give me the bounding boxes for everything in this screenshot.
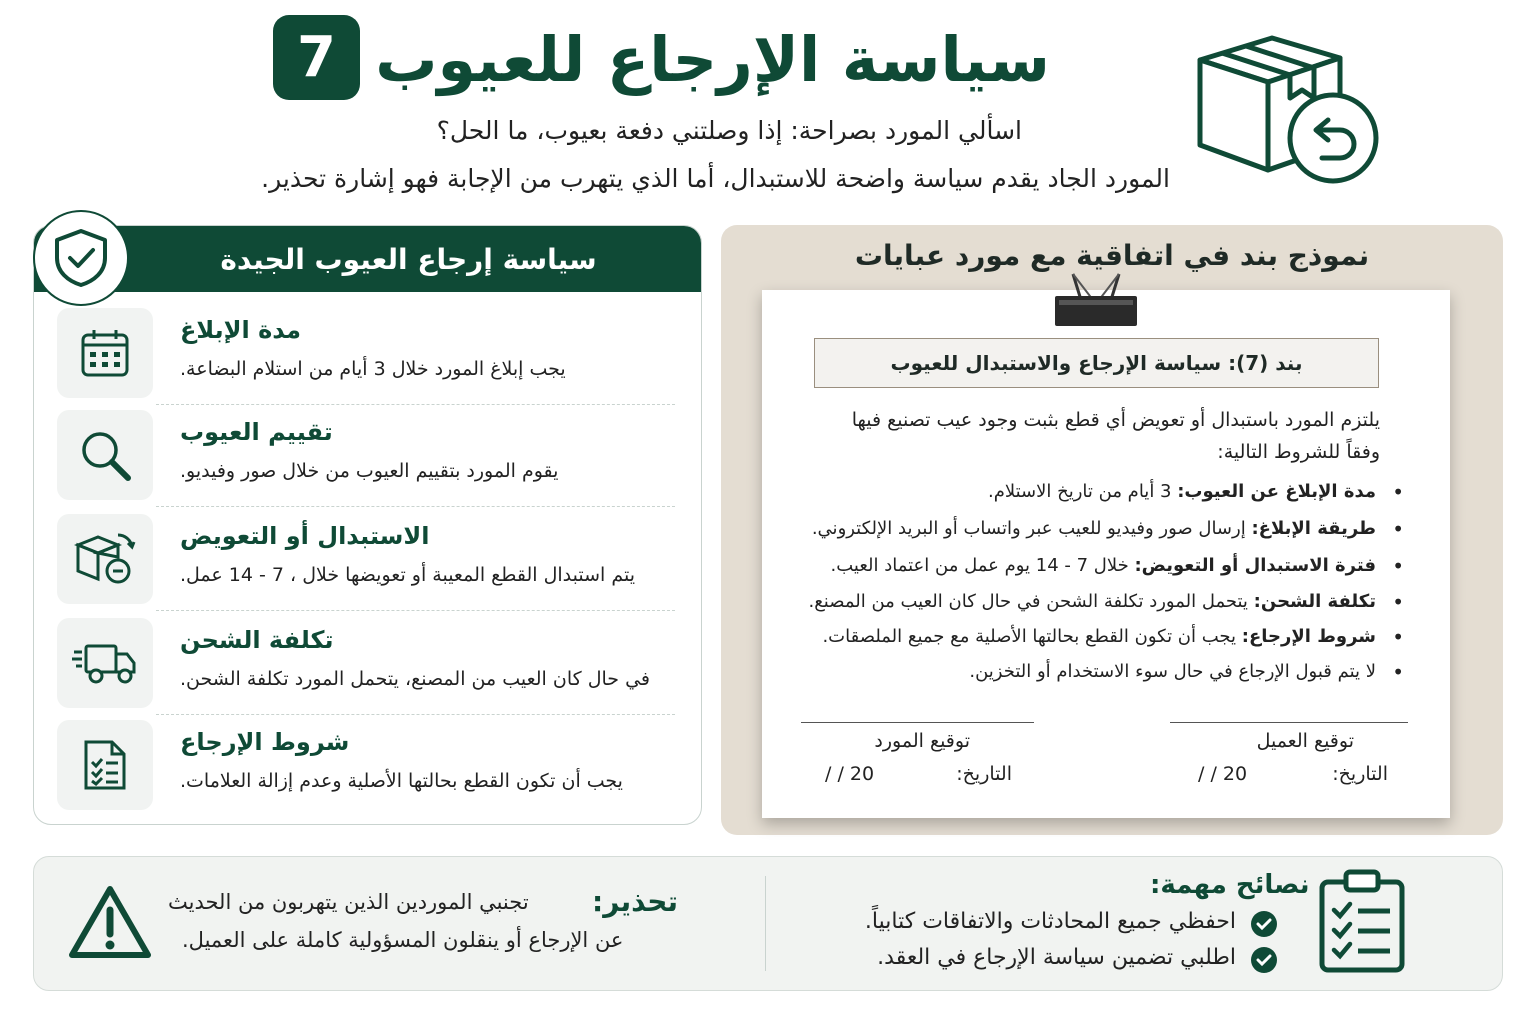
clause-bullet-text: إرسال صور وفيديو للعيب عبر واتساب أو البريد الإلكتروني.: [811, 518, 1246, 539]
bottom-divider: [765, 876, 766, 971]
clause-bullet-label: شروط الإرجاع:: [1241, 626, 1376, 647]
shield-check-icon: [33, 210, 129, 306]
clause-intro-line-2: وفقاً للشروط التالية:: [1217, 441, 1380, 463]
warning-line-1: تجنبي الموردين الذين يتهربون من الحديث: [168, 890, 529, 914]
supplier-date-label: التاريخ:: [956, 763, 1012, 785]
box-exchange-icon: [57, 514, 153, 604]
box-return-icon: [1190, 20, 1385, 190]
client-date-label: التاريخ:: [1332, 763, 1388, 785]
client-date-placeholder: 20 / /: [1198, 763, 1248, 785]
checklist-icon: [57, 720, 153, 810]
check-circle-icon: [1250, 946, 1278, 974]
clause-bullet: [812, 518, 1376, 539]
clause-bullet-text: 3 أيام من تاريخ الاستلام.: [987, 481, 1172, 502]
policy-item-desc: في حال كان العيب من المصنع، يتحمل المورد تكلفة الشحن.: [180, 668, 650, 690]
policy-item-title: مدة الإبلاغ: [180, 316, 301, 344]
policy-item-shipping-cost: [34, 618, 702, 718]
binder-clip-icon: [1053, 270, 1139, 328]
clause-bullet: [988, 481, 1376, 502]
policy-item-title: شروط الإرجاع: [180, 728, 350, 756]
row-divider: [156, 404, 675, 405]
clause-intro-line-1: يلتزم المورد باستبدال أو تعويض أي قطع بثبت وجود عيب تصنيع فيها: [851, 409, 1380, 431]
clause-bullet: [822, 626, 1376, 647]
policy-item-exchange: [34, 514, 702, 614]
section-number-badge: 7: [273, 15, 360, 100]
clause-bullet-label: مدة الإبلاغ عن العيوب:: [1177, 481, 1376, 502]
clause-bullet-label: طريقة الإبلاغ:: [1251, 518, 1376, 539]
clause-bullet: [831, 555, 1377, 576]
supplier-signature-label: توقيع المورد: [874, 730, 970, 752]
warning-triangle-icon: [68, 884, 152, 960]
policy-item-desc: يتم استبدال القطع المعيبة أو تعويضها خلال ، 7 - 14 عمل.: [180, 564, 636, 586]
subtitle-line-2: المورد الجاد يقدم سياسة واضحة للاستبدال، أما الذي يتهرب من الإجابة فهو إشارة تحذير.: [261, 164, 1170, 193]
clause-bullet-label: فترة الاستبدال أو التعويض:: [1134, 555, 1376, 576]
clause-bullet: [969, 661, 1376, 682]
policy-item-title: تقييم العيوب: [180, 418, 333, 446]
supplier-date-placeholder: 20 / /: [825, 763, 875, 785]
policy-item-return-conditions: [34, 720, 702, 820]
truck-icon: [57, 618, 153, 708]
policy-item-title: تكلفة الشحن: [180, 626, 334, 654]
agreement-panel-title: نموذج بند في اتفاقية مع مورد عبايات: [854, 239, 1370, 272]
clause-bullet-label: تكلفة الشحن:: [1253, 591, 1376, 612]
clause-bullet: [808, 591, 1376, 612]
policy-item-desc: يقوم المورد بتقييم العيوب من خلال صور وفيديو.: [180, 460, 559, 482]
policy-item-desc: يجب أن تكون القطع بحالتها الأصلية وعدم إزالة العلامات.: [180, 770, 623, 792]
policy-item-desc: يجب إبلاغ المورد خلال 3 أيام من استلام البضاعة.: [180, 358, 566, 380]
check-circle-icon: [1250, 910, 1278, 938]
warning-line-2: عن الإرجاع أو ينقلون المسؤولية كاملة على العميل.: [182, 928, 624, 952]
row-divider: [156, 506, 675, 507]
tips-title: نصائح مهمة:: [1150, 870, 1310, 900]
subtitle-line-1: اسألي المورد بصراحة: إذا وصلتني دفعة بعيوب، ما الحل؟: [436, 116, 1022, 145]
clause-bullet-text: خلال 7 - 14 يوم عمل من اعتماد العيب.: [830, 555, 1129, 576]
clause-bullet-text: لا يتم قبول الإرجاع في حال سوء الاستخدام أو التخزين.: [969, 661, 1376, 682]
clause-bullet-text: يتحمل المورد تكلفة الشحن في حال كان العيب من المصنع.: [808, 591, 1248, 612]
policy-item-defect-assessment: [34, 410, 702, 510]
tip-item: احفظي جميع المحادثات والاتفاقات كتابياً.: [864, 909, 1236, 934]
warning-title: تحذير:: [592, 885, 678, 918]
good-policy-title: سياسة إرجاع العيوب الجيدة: [34, 226, 702, 292]
tip-item: اطلبي تضمين سياسة الإرجاع في العقد.: [877, 945, 1236, 970]
client-signature-line: [1170, 722, 1408, 723]
clause-title: بند (7): سياسة الإرجاع والاستبدال للعيوب: [814, 338, 1379, 388]
row-divider: [156, 610, 675, 611]
magnifier-icon: [57, 410, 153, 500]
policy-item-report-period: [34, 308, 702, 408]
clause-bullet-text: يجب أن تكون القطع بحالتها الأصلية مع جميع الملصقات.: [822, 626, 1237, 647]
calendar-icon: [57, 308, 153, 398]
policy-item-title: الاستبدال أو التعويض: [180, 522, 430, 550]
good-policy-panel: [33, 225, 702, 825]
row-divider: [156, 714, 675, 715]
clipboard-checklist-icon: [1318, 868, 1406, 974]
page-title: سياسة الإرجاع للعيوب: [375, 23, 1050, 96]
client-signature-label: توقيع العميل: [1256, 730, 1354, 752]
supplier-signature-line: [801, 722, 1034, 723]
